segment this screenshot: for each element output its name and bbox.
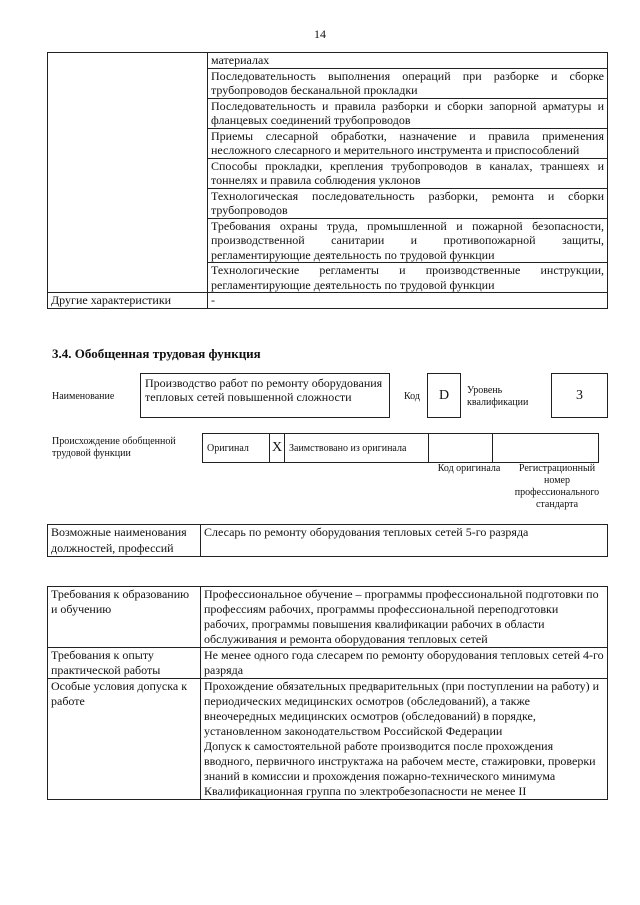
table-row: [48, 679, 608, 800]
knowledge-item: Способы прокладки, крепления трубопроводов в каналах, траншеях и тоннелях и правила соблюдения уклонов: [208, 158, 608, 188]
name-label: Наименование: [52, 391, 115, 402]
admission-paragraph-training: Допуск к самостоятельной работе производится после прохождения вводного, первичного инструктажа на рабочем месте, стажировки, проверки знаний в комиссии и прохождения пожарно-технического минимума: [204, 739, 596, 783]
function-name-box: Производство работ по ремонту оборудования тепловых сетей повышенной сложности: [140, 373, 390, 418]
origin-mark-cell: X: [270, 434, 285, 463]
origin-original-cell: Оригинал: [203, 434, 270, 463]
experience-label: Требования к опыту практической работы: [48, 648, 201, 679]
table-row: [48, 587, 608, 648]
admission-label: Особые условия допуска к работе: [48, 679, 201, 800]
qualification-level-box: 3: [551, 373, 608, 418]
knowledge-item: Требования охраны труда, промышленной и пожарной безопасности, производственной санитарии и противопожарной защиты, регламентирующие деятельность по трудовой функции: [208, 218, 608, 263]
knowledge-label-cell: [48, 53, 208, 293]
requirements-table: [47, 586, 608, 800]
admission-paragraph-electrical: Квалификационная группа по электробезопасности не менее II: [204, 784, 527, 798]
table-row: [48, 525, 608, 557]
section-heading: 3.4. Обобщенная трудовая функция: [52, 346, 261, 361]
admission-paragraph-medical: Прохождение обязательных предварительных (при поступлении на работу) и периодических медицинских осмотров (обследований), а также внеочередных медицинских осмотров (обследований) в порядке, установленном законодательством Российской Федерации: [204, 679, 600, 738]
positions-label: Возможные наименования должностей, профессий: [48, 525, 201, 557]
table-row: [203, 434, 599, 463]
caption-registration-number: Регистрационный номер профессионального стандарта: [514, 463, 600, 510]
education-label: Требования к образованию и обучению: [48, 587, 201, 648]
knowledge-item: Последовательность выполнения операций при разборке и сборке трубопроводов бесканальной прокладки: [208, 68, 608, 98]
admission-value: [201, 679, 608, 800]
qualification-level-label: Уровень квалификации: [467, 385, 529, 408]
education-value: Профессиональное обучение – программы профессиональной подготовки по профессиям рабочих, программы профессиональной переподготовки рабочих, программы повышения квалификации рабочих в области обслуживания и ремонта оборудования тепловых сетей: [201, 587, 608, 648]
table-row: [48, 293, 608, 309]
knowledge-item: Технологическая последовательность разборки, ремонта и сборки трубопроводов: [208, 188, 608, 218]
page-number: 14: [314, 27, 326, 41]
knowledge-item: материалах: [208, 53, 608, 69]
knowledge-item: Приемы слесарной обработки, назначение и правила применения несложного слесарного и мерительного инструмента и приспособлений: [208, 128, 608, 158]
knowledge-item: Технологические регламенты и производственные инструкции, регламентирующие деятельность по трудовой функции: [208, 263, 608, 293]
positions-value: Слесарь по ремонту оборудования тепловых сетей 5-го разряда: [201, 525, 608, 557]
positions-table: [47, 524, 608, 557]
origin-borrowed-cell: Заимствовано из оригинала: [285, 434, 429, 463]
other-characteristics-value: -: [208, 293, 608, 309]
table-row: [48, 53, 608, 69]
table-row: [48, 648, 608, 679]
origin-label: Происхождение обобщенной трудовой функции: [52, 436, 176, 459]
caption-original-code: Код оригинала: [437, 463, 501, 474]
knowledge-item: Последовательность и правила разборки и сборки запорной арматуры и фланцевых соединений трубопроводов: [208, 98, 608, 128]
code-label: Код: [404, 391, 420, 402]
knowledge-table: [47, 52, 608, 309]
code-value-box: D: [427, 373, 461, 418]
origin-code-cell: [429, 434, 493, 463]
origin-reg-cell: [493, 434, 599, 463]
origin-table: [202, 433, 599, 463]
other-characteristics-label: Другие характеристики: [48, 293, 208, 309]
experience-value: Не менее одного года слесарем по ремонту оборудования тепловых сетей 4-го разряда: [201, 648, 608, 679]
